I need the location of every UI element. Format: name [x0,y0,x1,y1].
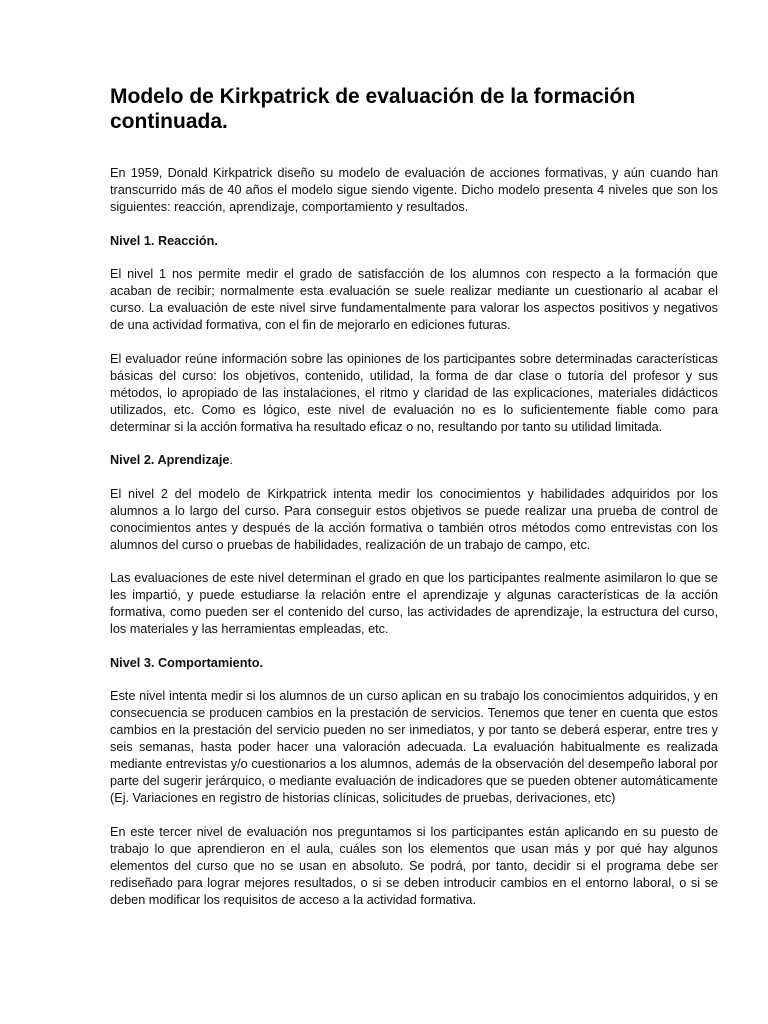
section-heading-nivel-2-period: . [229,453,233,467]
section-heading-nivel-3: Nivel 3. Comportamiento. [110,655,263,670]
nivel-3-paragraph-2: En este tercer nivel de evaluación nos preguntamos si los participantes están aplicando en su puesto de trabajo lo que aprendieron en el aula, cuáles son los elementos que usan más y por qué hay algunos elementos del curso que no se usan en absoluto. Se podrá, por tanto, decidir si el programa debe ser rediseñado para lograr mejores resultados, o si se deben introducir cambios en el entorno laboral, o si se deben modificar los requisitos de acceso a la actividad formativa. [110,824,718,907]
nivel-2-paragraph-2: Las evaluaciones de este nivel determinan el grado en que los participantes realmente asimilaron lo que se les impartió, y puede estudiarse la relación entre el aprendizaje y algunas características de la acción formativa, como pueden ser el contenido del curso, las actividades de aprendizaje, la estructura del curso, los materiales y las herramientas empleadas, etc. [110,571,718,636]
intro-paragraph: En 1959, Donald Kirkpatrick diseño su modelo de evaluación de acciones formativas, y aún cuando han transcurrido más de 40 años el modelo sigue siendo vigente. Dicho modelo presenta 4 niveles que son los siguientes: reacción, aprendizaje, comportamiento y resultados. [110,166,718,214]
nivel-1-paragraph-1: El nivel 1 nos permite medir el grado de satisfacción de los alumnos con respecto a la formación que acaban de recibir; normalmente esta evaluación se suele realizar mediante un cuestionario al acabar el curso. La evaluación de este nivel sirve fundamentalmente para valorar los aspectos positivos y negativos de una actividad formativa, con el fin de mejorarlo en ediciones futuras. [110,267,718,332]
section-heading-nivel-2 [110,452,718,469]
nivel-2-paragraph-1: El nivel 2 del modelo de Kirkpatrick intenta medir los conocimientos y habilidades adquiridos por los alumnos a lo largo del curso. Para conseguir estos objetivos se puede realizar una prueba de control de conocimientos antes y después de la acción formativa o también otros métodos como entrevistas con los alumnos del curso o pruebas de habilidades, realización de un trabajo de campo, etc. [110,486,718,552]
section-heading-nivel-2-text: Nivel 2. Aprendizaje [110,453,230,467]
document-body [110,84,718,925]
section-heading-nivel-1: Nivel 1. Reacción. [110,233,218,248]
nivel-3-paragraph-1: Este nivel intenta medir si los alumnos de un curso aplican en su trabajo los conocimientos adquiridos, y en consecuencia se producen cambios en la prestación de servicios. Tenemos que tener en cuenta que estos cambios en la prestación del servicio pueden no ser inmediatos, y por tanto se deberá esperar, entre tres y seis semanas, hasta poder hacer una valoración adecuada. La evaluación habitualmente es realizada mediante entrevistas y/o cuestionarios a los alumnos, además de la observación del desempeño laboral por parte del sugerir jerárquico, o mediante evaluación de indicadores que se pueden obtener automáticamente (Ej. Variaciones en registro de historias clínicas, solicitudes de pruebas, derivaciones, etc) [110,689,718,805]
nivel-1-paragraph-2: El evaluador reúne información sobre las opiniones de los participantes sobre determinadas características básicas del curso: los objetivos, contenido, utilidad, la forma de dar clase o tutoría del profesor y sus métodos, lo apropiado de las instalaciones, el ritmo y claridad de las explicaciones, materiales didácticos utilizados, etc. Como es lógico, este nivel de evaluación no es lo suficientemente fiable como para determinar si la acción formativa ha resultado eficaz o no, resultando por tanto su utilidad limitada. [110,351,718,434]
document-title: Modelo de Kirkpatrick de evaluación de la formación continuada. [110,85,636,133]
